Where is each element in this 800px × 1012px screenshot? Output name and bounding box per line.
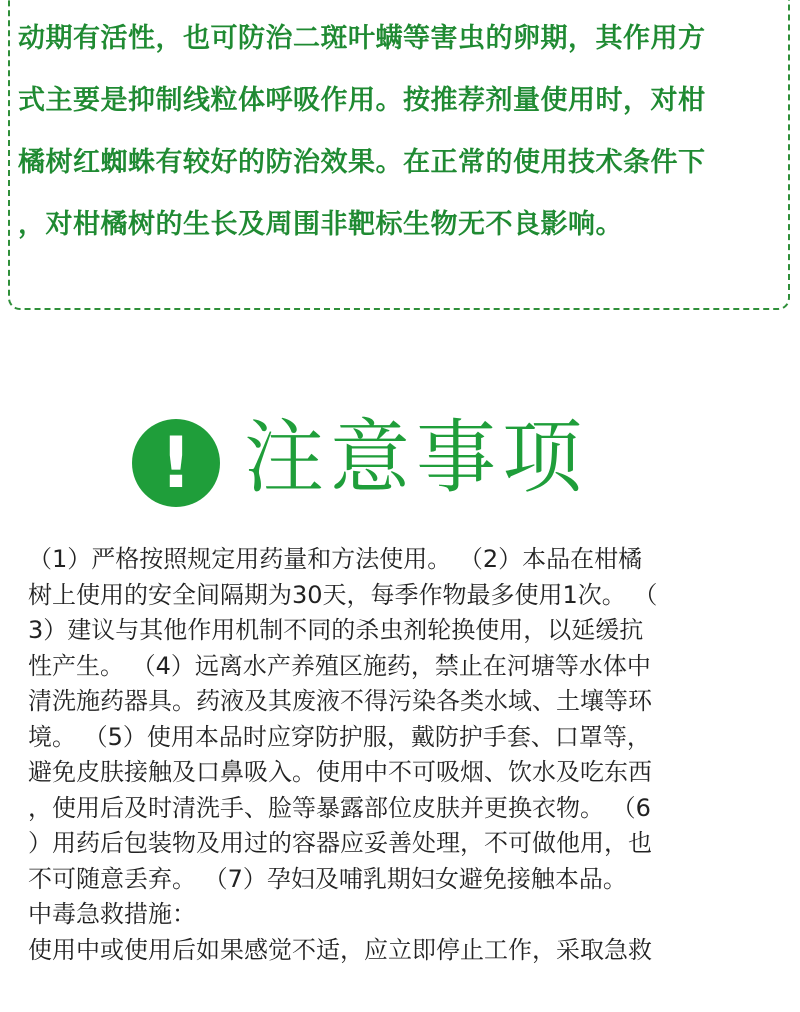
notes-line: 避免皮肤接触及口鼻吸入。使用中不可吸烟、饮水及吃东西 (28, 758, 652, 786)
intro-line: 动期有活性，也可防治二斑叶螨等害虫的卵期，其作用方 (18, 23, 706, 54)
intro-line: 橘树红蜘蛛有较好的防治效果。在正常的使用技术条件下 (18, 147, 706, 178)
exclamation-icon: ! (132, 419, 220, 507)
notes-line: 清洗施药器具。药液及其废液不得污染各类水域、土壤等环 (28, 687, 652, 715)
intro-line: 式主要是抑制线粒体呼吸作用。按推荐剂量使用时，对柑 (18, 85, 706, 116)
intro-paragraph (18, 8, 784, 256)
notes-line: ，使用后及时清洗手、脸等暴露部位皮肤并更换衣物。 （6 (28, 793, 651, 822)
intro-line: ，对柑橘树的生长及周围非靶标生物无不良影响。 (18, 209, 623, 240)
notes-line: 境。 （5）使用本品时应穿防护服，戴防护手套、口罩等， (28, 722, 651, 751)
section-heading (132, 410, 588, 506)
notes-line: 不可随意丢弃。 （7）孕妇及哺乳期妇女避免接触本品。 (28, 864, 627, 893)
precautions-text (28, 542, 788, 968)
notes-line: 3）建议与其他作用机制不同的杀虫剂轮换使用，以延缓抗 (28, 616, 644, 644)
notes-line: 性产生。 （4）远离水产养殖区施药，禁止在河塘等水体中 (28, 651, 651, 680)
first-aid-heading: 中毒急救措施： (28, 900, 196, 928)
notes-line: ）用药后包装物及用过的容器应妥善处理，不可做他用，也 (28, 829, 652, 857)
notes-line: 树上使用的安全间隔期为30天，每季作物最多使用1次。 （ (28, 580, 658, 609)
notes-line: 使用中或使用后如果感觉不适，应立即停止工作，采取急救 (28, 935, 652, 964)
section-title: 注意事项 (244, 411, 588, 504)
notes-line: （1）严格按照规定用药量和方法使用。 （2）本品在柑橘 (28, 545, 643, 573)
